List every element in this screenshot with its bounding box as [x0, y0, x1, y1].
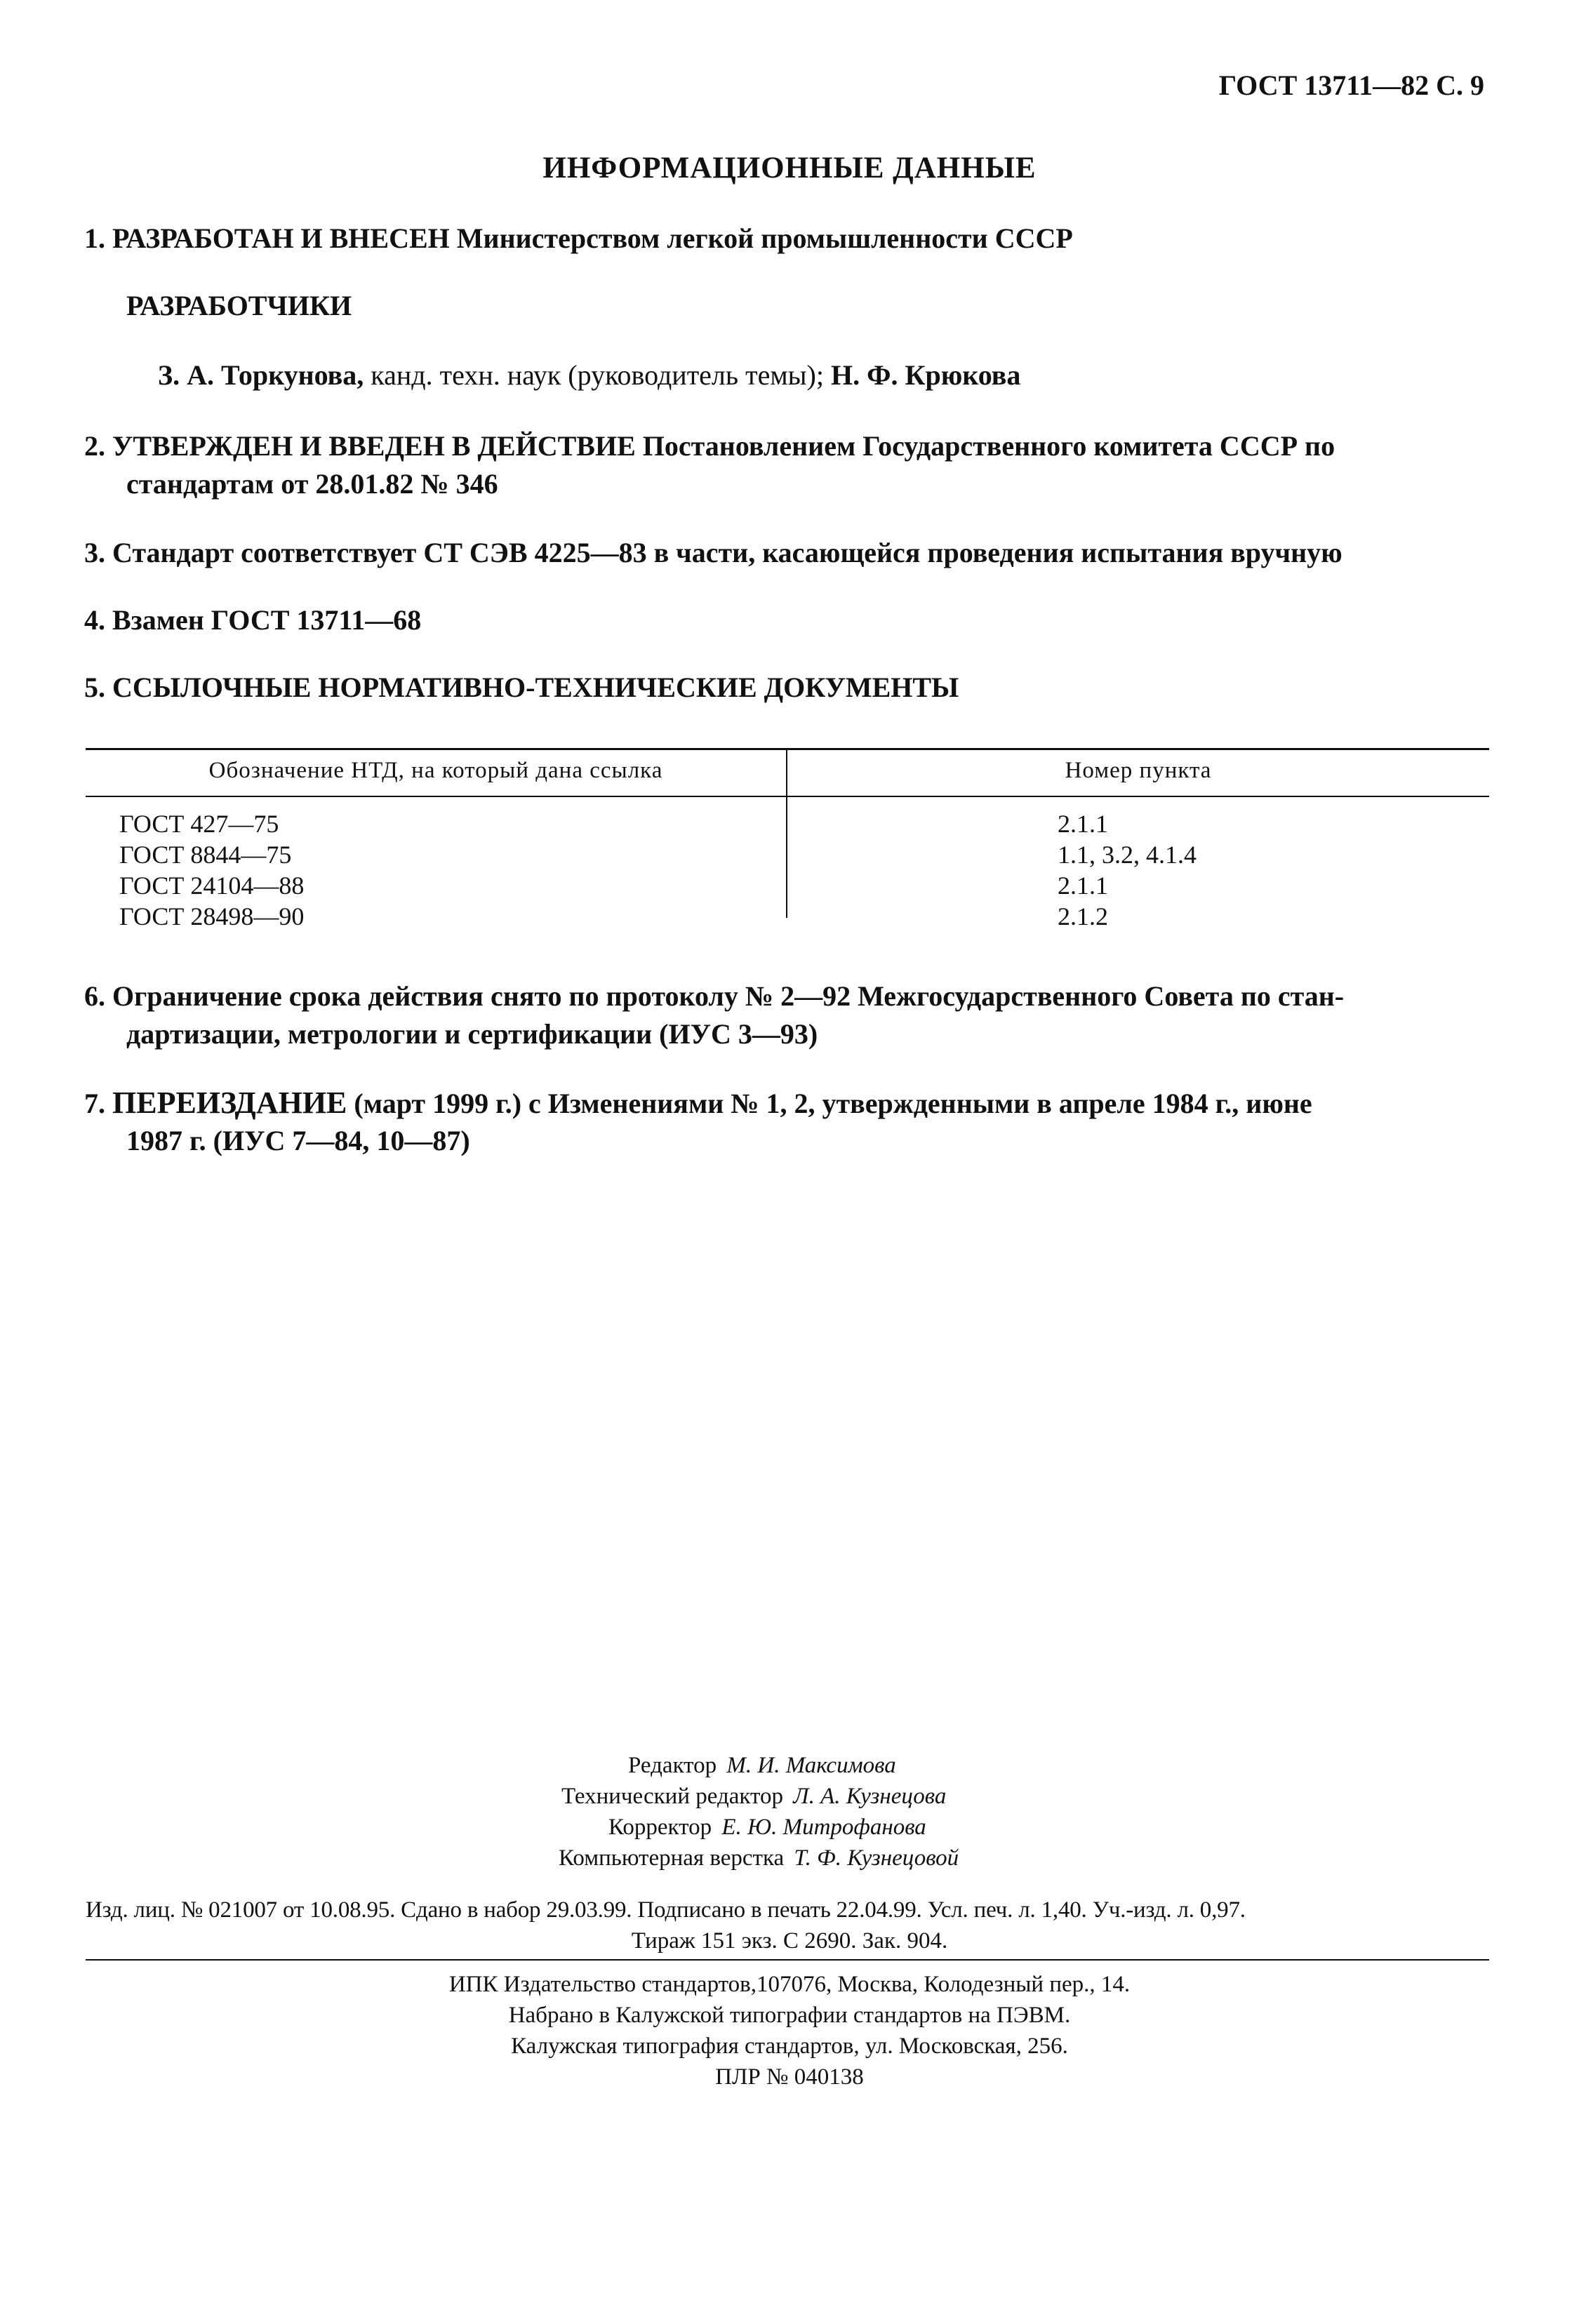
credit-name: М. И. Максимова — [726, 1753, 896, 1778]
imprint-rule — [86, 1959, 1489, 1961]
item-1-text: Министерством легкой промышленности СССР — [456, 222, 1073, 254]
credit-name: Е. Ю. Митрофанова — [721, 1815, 926, 1840]
credit-proofreader — [0, 1812, 1579, 1843]
table-row-4-clause: 2.1.2 — [1058, 902, 1108, 930]
table-header-document: Обозначение НТД, на который дана ссылка — [208, 758, 663, 783]
item-4 — [84, 601, 421, 640]
developer-name-2: Н. Ф. Крюкова — [831, 359, 1021, 391]
item-2-line-2: стандартам от 28.01.82 № 346 — [126, 468, 498, 500]
item-7-text: (март 1999 г.) с Изменениями № 1, 2, утвержденными в апреле 1984 г., июне — [354, 1088, 1312, 1119]
item-6-line-2: дартизации, метрологии и сертификации (ИУС 3—93) — [126, 1018, 818, 1050]
table-header-rule — [86, 796, 1489, 797]
item-6-number: 6. — [84, 980, 105, 1012]
item-7 — [84, 1083, 1312, 1123]
item-4-number: 4. — [84, 604, 105, 636]
item-7-line-2: 1987 г. (ИУС 7—84, 10—87) — [126, 1125, 470, 1156]
developers-heading: РАЗРАБОТЧИКИ — [126, 290, 352, 321]
item-5-text: ССЫЛОЧНЫЕ НОРМАТИВНО-ТЕХНИЧЕСКИЕ ДОКУМЕНТЫ — [112, 672, 959, 703]
item-7-number: 7. — [84, 1088, 105, 1119]
table-row-4-document: ГОСТ 28498—90 — [119, 902, 305, 930]
item-1-caps: РАЗРАБОТАН И ВНЕСЕН — [112, 222, 450, 254]
table-row-1-document: ГОСТ 427—75 — [119, 810, 279, 838]
credit-role: Технический редактор — [561, 1784, 783, 1809]
item-7-caps: ПЕРЕИЗДАНИЕ — [112, 1086, 347, 1120]
developers-line — [158, 356, 1020, 395]
publisher-line-2: Набрано в Калужской типографии стандартов на ПЭВМ. — [508, 2003, 1071, 2028]
credit-role: Редактор — [628, 1753, 717, 1778]
imprint-line-2: Тираж 151 экз. С 2690. Зак. 904. — [631, 1928, 948, 1954]
table-header-clause: Номер пункта — [1065, 758, 1212, 783]
item-2-text: Постановлением Государственного комитета СССР по — [642, 430, 1335, 462]
credit-tech-editor — [0, 1781, 1579, 1812]
credits-block — [0, 1750, 1579, 1874]
credit-name: Л. А. Кузнецова — [793, 1784, 947, 1809]
item-6-text: Ограничение срока действия снято по протоколу № 2—92 Межгосударственного Совета по стан- — [112, 980, 1345, 1012]
publisher-line-4: ПЛР № 040138 — [715, 2064, 864, 2090]
item-4-text: Взамен ГОСТ 13711—68 — [112, 604, 422, 636]
item-2-number: 2. — [84, 430, 105, 462]
item-5 — [84, 668, 959, 707]
publisher-line-1: ИПК Издательство стандартов,107076, Москва, Колодезный пер., 14. — [448, 1972, 1131, 1997]
credit-role: Корректор — [608, 1815, 712, 1840]
table-row-2-clause: 1.1, 3.2, 4.1.4 — [1058, 841, 1197, 869]
page-header-ref: ГОСТ 13711—82 С. 9 — [1218, 69, 1484, 101]
item-3-number: 3. — [84, 537, 105, 568]
imprint-line-1: Изд. лиц. № 021007 от 10.08.95. Сдано в набор 29.03.99. Подписано в печать 22.04.99. Усл. печ. л. 1,40. Уч.-изд. л. 0,97. — [86, 1897, 1246, 1923]
item-3-text: Стандарт соответствует СТ СЭВ 4225—83 в части, касающейся проведения испытания вручную — [112, 537, 1343, 568]
credit-layout — [0, 1843, 1579, 1874]
credit-editor — [0, 1750, 1579, 1781]
table-row-3-document: ГОСТ 24104—88 — [119, 872, 305, 900]
credit-role: Компьютерная верстка — [559, 1845, 785, 1871]
item-1-number: 1. — [84, 222, 105, 254]
publisher-line-3: Калужская типография стандартов, ул. Московская, 256. — [511, 2034, 1068, 2059]
item-3 — [84, 533, 1343, 573]
table-top-rule — [86, 748, 1489, 750]
table-row-1-clause: 2.1.1 — [1058, 810, 1108, 838]
table-row-3-clause: 2.1.1 — [1058, 872, 1108, 900]
table-row-2-document: ГОСТ 8844—75 — [119, 841, 292, 869]
item-1 — [84, 219, 1073, 258]
item-2 — [84, 427, 1335, 466]
item-5-number: 5. — [84, 672, 105, 703]
developer-role-1: канд. техн. наук (руководитель темы); — [371, 359, 824, 391]
item-2-caps: УТВЕРЖДЕН И ВВЕДЕН В ДЕЙСТВИЕ — [112, 430, 636, 462]
credit-name: Т. Ф. Кузнецовой — [794, 1845, 959, 1871]
developer-name-1: З. А. Торкунова, — [158, 359, 364, 391]
item-6 — [84, 977, 1344, 1016]
page-title: ИНФОРМАЦИОННЫЕ ДАННЫЕ — [542, 152, 1037, 185]
